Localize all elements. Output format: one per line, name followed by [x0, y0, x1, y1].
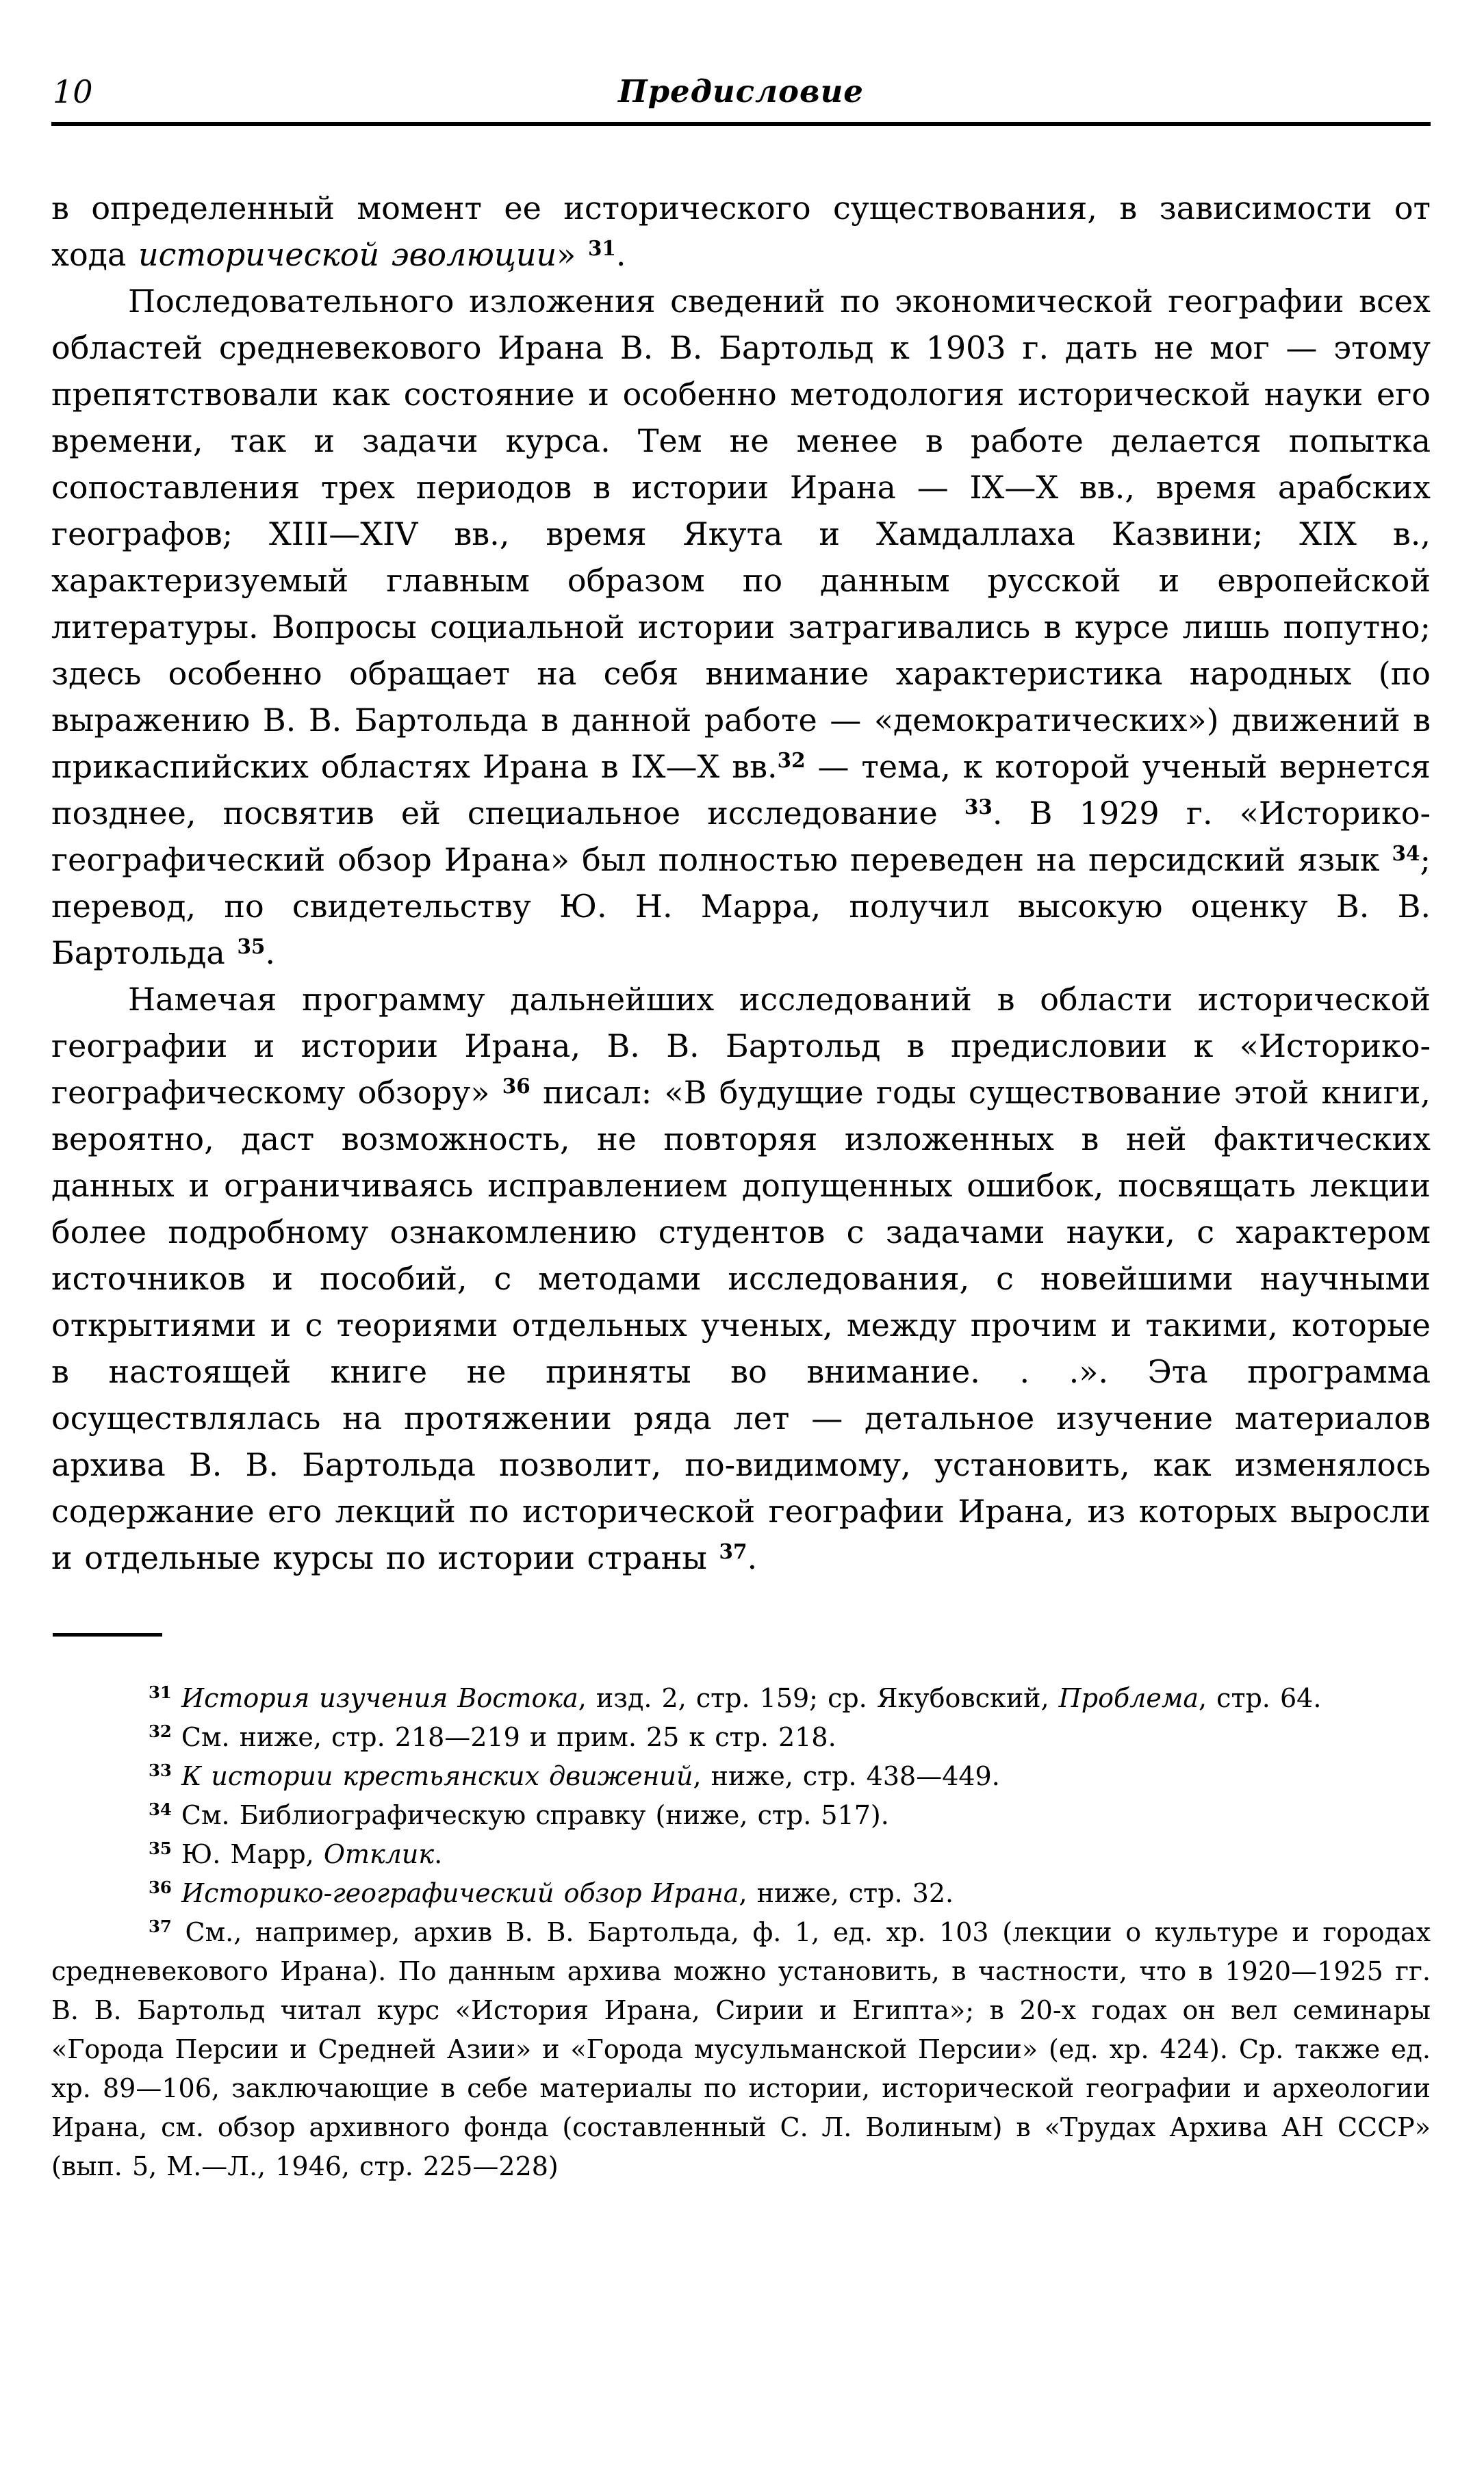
- footnote: [51, 1796, 1431, 1835]
- footnote-ref: 37: [719, 1539, 747, 1563]
- text-segment: Ю. Марр,: [171, 1839, 324, 1869]
- footnote-ref: 34: [149, 1799, 172, 1820]
- text-segment: , стр. 64.: [1199, 1683, 1322, 1713]
- footnote-ref: 31: [149, 1682, 172, 1703]
- footnote-ref: 32: [777, 747, 806, 772]
- italic-text-segment: Отклик: [323, 1839, 435, 1869]
- footnote-ref: 37: [149, 1916, 172, 1937]
- footnote-ref: 32: [149, 1721, 172, 1742]
- footnote: [51, 1757, 1431, 1796]
- paragraph: [51, 278, 1431, 976]
- text-segment: .: [434, 1839, 443, 1869]
- footnote: [51, 1835, 1431, 1874]
- footnote-ref: 36: [502, 1073, 530, 1098]
- italic-text-segment: Историко-географический обзор Ирана: [181, 1878, 739, 1908]
- page-header: [51, 73, 1431, 111]
- footnote: [51, 1718, 1431, 1757]
- italic-text-segment: К истории крестьянских движений: [181, 1761, 693, 1791]
- paragraph: [51, 976, 1431, 1581]
- footnote: [51, 1679, 1431, 1718]
- footnote: [51, 1913, 1431, 2186]
- text-segment: Последовательного изложения сведений по экономической географии всех областей средневекового Ирана В. В. Бартольд к 1903 г. дать не мог — этому препятствовали как состояние и особенно методология исторической науки его времени, так и задачи курса. Тем не менее в работе делается попытка сопоставления трех периодов в истории Ирана — IX—X вв., время арабских географов; XIII—XIV вв., время Якута и Хамдаллаха Казвини; XIX в., характеризуемый главным образом по данным русской и европейской литературы. Вопросы социальной истории затрагивались в курсе лишь попутно; здесь особенно обращает на себя внимание характеристика народных (по выражению В. В. Бартольда в данной работе — «демократических») движений в прикаспийских областях Ирана в IX—X вв.: [51, 283, 1431, 785]
- text-segment: Намечая программу дальнейших исследований в области исторической географии и истории Ирана, В. В. Бартольд в предисловии к «Историко-географическому обзору»: [51, 981, 1431, 1111]
- italic-text-segment: История изучения Востока: [181, 1683, 578, 1713]
- paragraph: [51, 185, 1431, 278]
- footnote-ref: 36: [149, 1877, 172, 1898]
- text-segment: .: [747, 1539, 758, 1576]
- text-segment: [172, 1878, 181, 1908]
- footnote-ref: 35: [237, 934, 266, 958]
- footnote: [51, 1874, 1431, 1913]
- text-segment: ; перевод, по свидетельству Ю. Н. Марра, получил высокую оценку В. В. Бартольда: [51, 841, 1431, 971]
- text-segment: — тема, к которой ученый вернется позднее, посвятив ей специальное исследование: [51, 748, 1431, 832]
- footnote-ref: 35: [149, 1838, 172, 1859]
- text-segment: .: [615, 236, 626, 273]
- text-segment: , ниже, стр. 32.: [739, 1878, 954, 1908]
- text-segment: »: [556, 236, 588, 273]
- text-segment: См. ниже, стр. 218—219 и прим. 25 к стр. 218.: [171, 1722, 836, 1752]
- text-segment: . В 1929 г. «Историко-географический обзор Ирана» был полностью переведен на персидский язык: [51, 795, 1431, 878]
- header-rule: [51, 122, 1431, 126]
- text-segment: См., например, архив В. В. Бартольда, ф. 1, ед. хр. 103 (лекции о культуре и городах средневекового Ирана). По данным архива можно установить, в частности, что в 1920—1925 гг. В. В. Бартольд читал курс «История Ирана, Сирии и Египта»; в 20-х годах он вел семинары «Города Персии и Средней Азии» и «Города мусульманской Персии» (ед. хр. 424). Ср. также ед. хр. 89—106, заключающие в себе материалы по истории, исторической географии и археологии Ирана, см. обзор архивного фонда (составленный С. Л. Волиным) в «Трудах Архива АН СССР» (вып. 5, М.—Л., 1946, стр. 225—228): [51, 1917, 1431, 2181]
- text-segment: [172, 1761, 181, 1791]
- text-segment: , изд. 2, стр. 159; ср. Якубовский,: [578, 1683, 1059, 1713]
- text-segment: .: [265, 934, 276, 971]
- book-page: [0, 73, 1484, 2186]
- text-segment: в определенный момент ее исторического существования, в зависимости от хода: [51, 190, 1431, 273]
- footnote-separator: [53, 1633, 162, 1637]
- text-segment: писал: «В будущие годы существование этой книги, вероятно, даст возможность, не повторяя изложенных в ней фактических данных и ограничиваясь исправлением допущенных ошибок, посвящать лекции более подробному ознакомлению студентов с задачами науки, с характером источников и пособий, с методами исследования, с новейшими научными открытиями и с теориями отдельных ученых, между прочим и такими, которые в настоящей книге не приняты во внимание. . .». Эта программа осуществлялась на протяжении ряда лет — детальное изучение материалов архива В. В. Бартольда позволит, по-видимому, установить, как изменялось содержание его лекций по исторической географии Ирана, из которых выросли и отдельные курсы по истории страны: [51, 1074, 1431, 1576]
- text-segment: См. Библиографическую справку (ниже, стр. 517).: [171, 1800, 889, 1830]
- italic-text-segment: исторической эволюции: [138, 236, 557, 273]
- footnotes: [51, 1679, 1431, 2186]
- body-text: [51, 185, 1431, 1581]
- running-title: Предисловие: [618, 73, 864, 110]
- footnote-ref: 31: [587, 235, 616, 260]
- italic-text-segment: Проблема: [1058, 1683, 1199, 1713]
- text-segment: , ниже, стр. 438—449.: [693, 1761, 1000, 1791]
- page-number: 10: [53, 73, 93, 110]
- text-segment: [172, 1683, 181, 1713]
- footnote-ref: 33: [149, 1760, 172, 1781]
- footnote-ref: 34: [1392, 841, 1420, 865]
- footnote-ref: 33: [964, 794, 993, 819]
